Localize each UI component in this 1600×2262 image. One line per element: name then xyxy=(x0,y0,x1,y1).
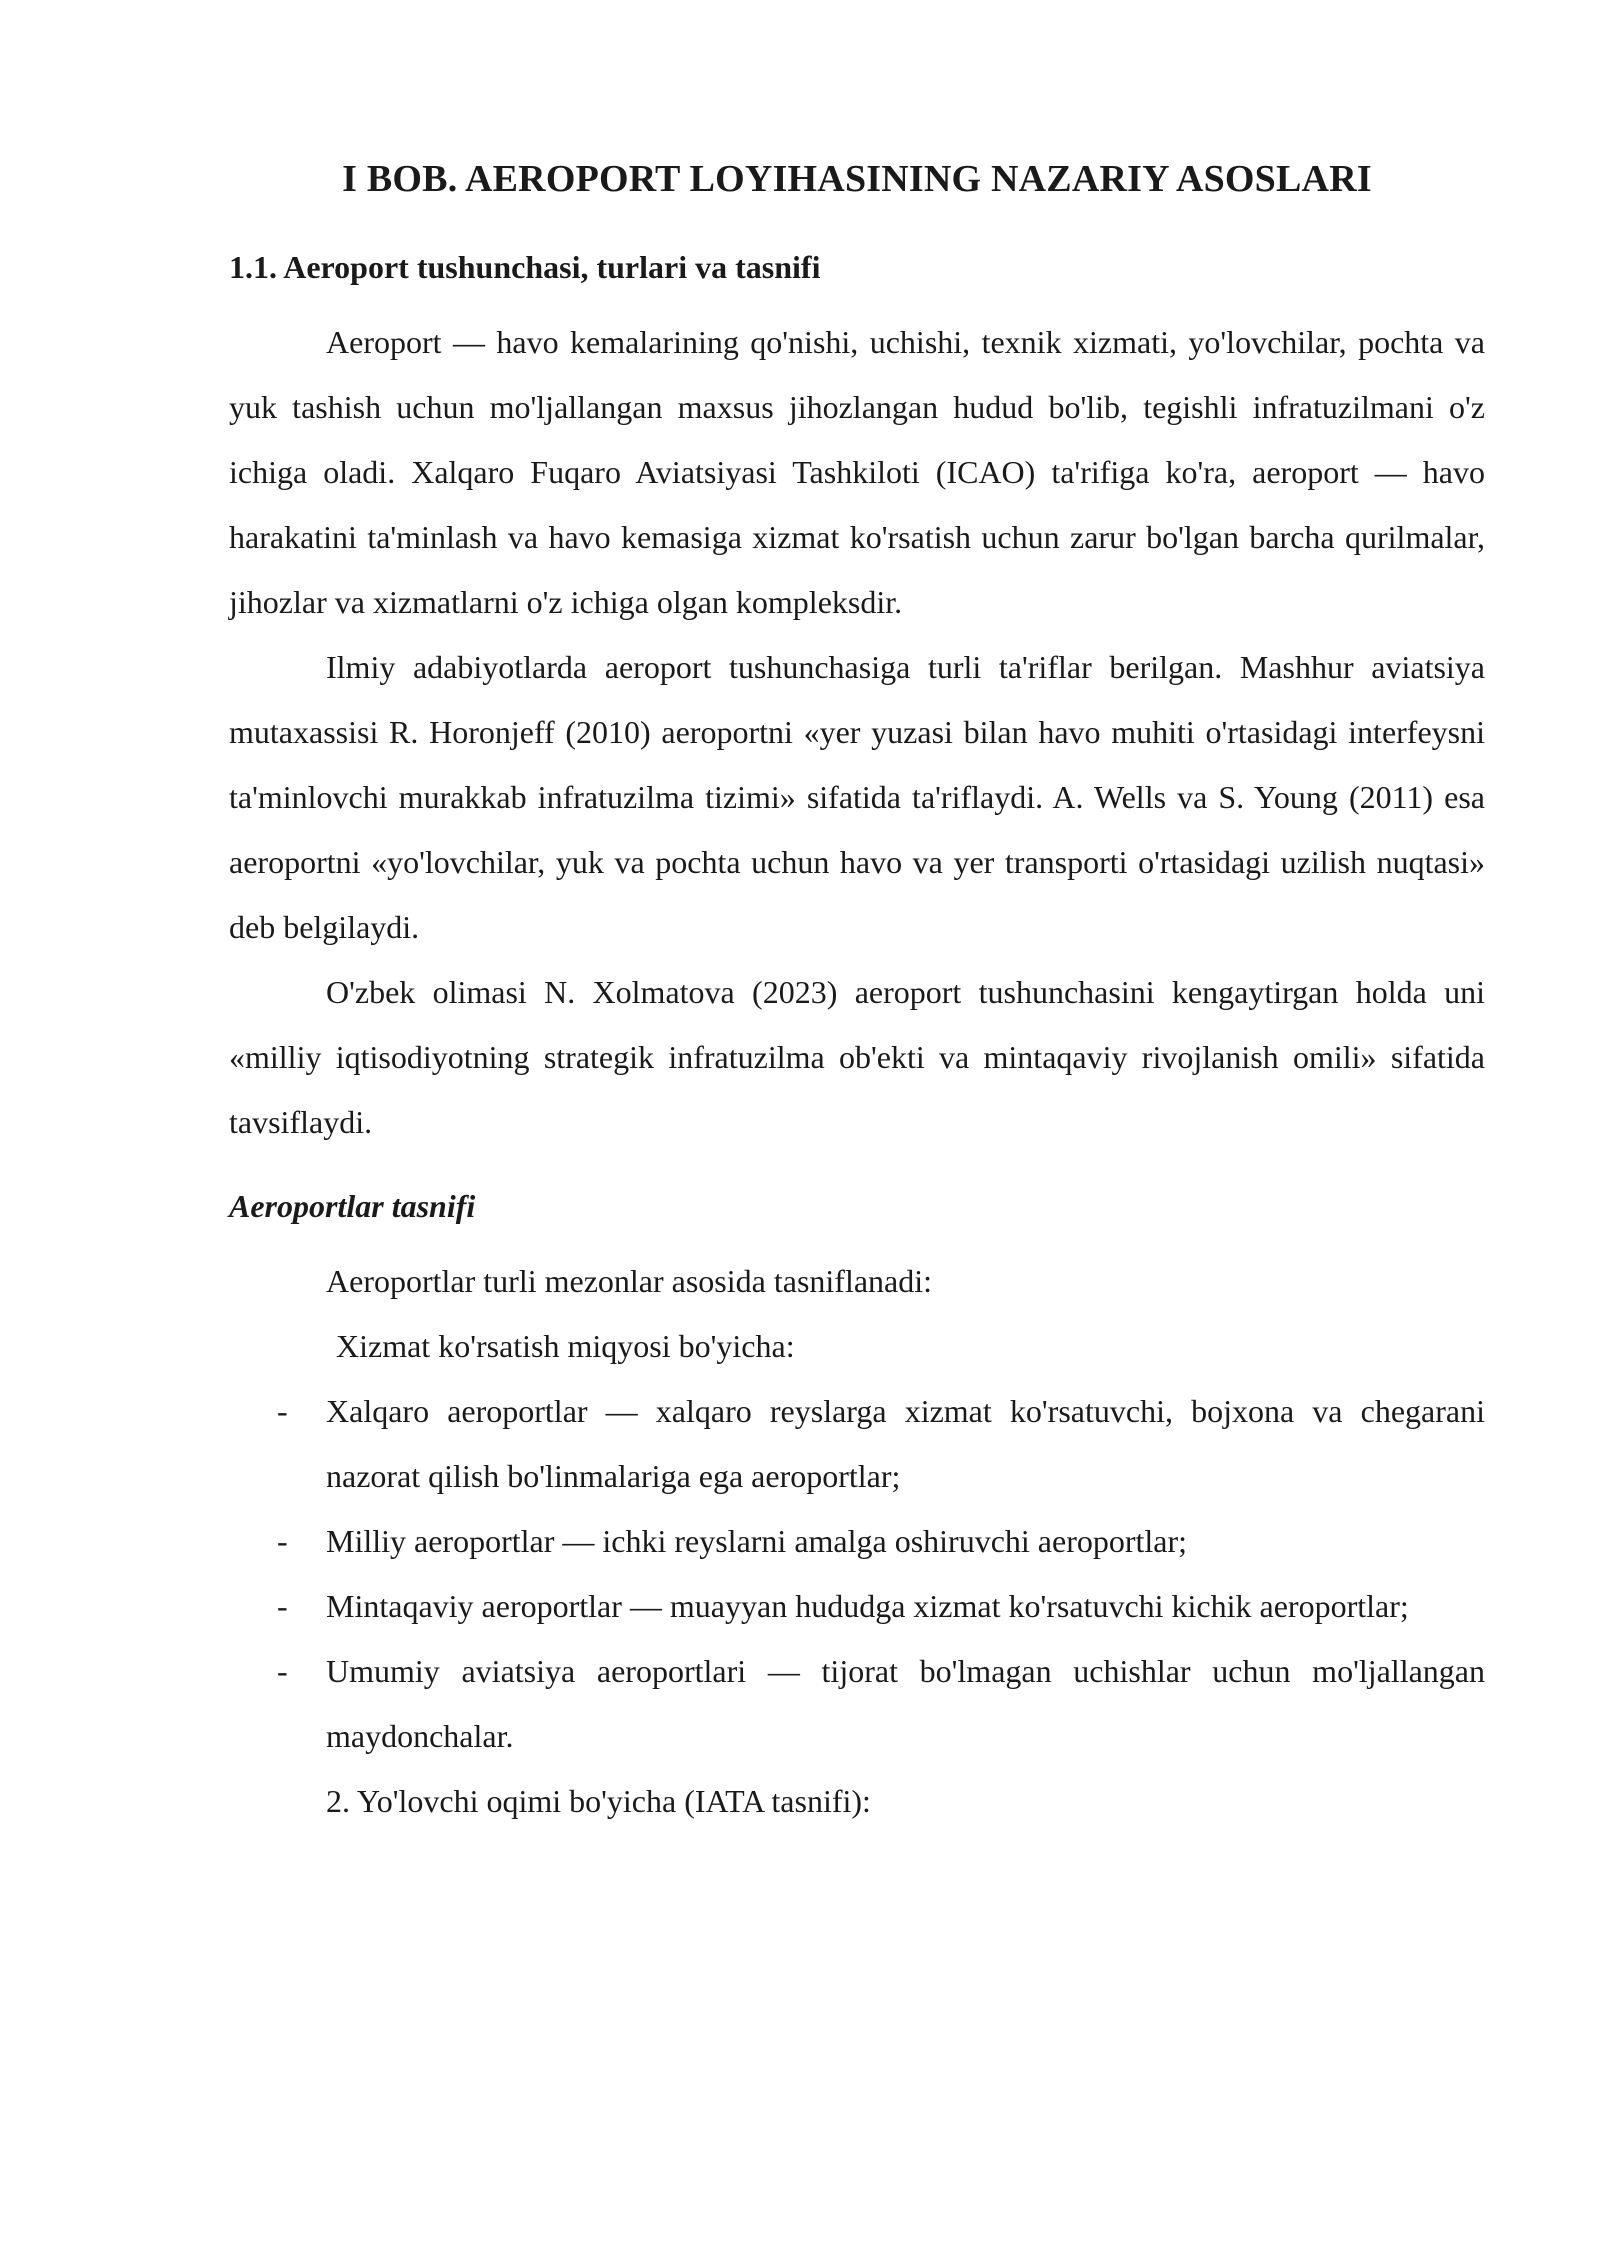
criterion-passenger-flow: 2. Yo'lovchi oqimi bo'yicha (IATA tasnifi): xyxy=(326,1783,871,1819)
classification-heading: Aeroportlar tasnifi xyxy=(229,1188,476,1224)
list-item xyxy=(229,1639,1485,1769)
document-page xyxy=(229,130,1485,1834)
list-item-text: Milliy aeroportlar — ichki reyslarni amalga oshiruvchi aeroportlar; xyxy=(326,1523,1188,1559)
paragraph-definition: Aeroport — havo kemalarining qo'nishi, uchishi, texnik xizmati, yo'lovchilar, pochta va yuk tashish uchun mo'ljallangan maxsus jihozlangan hudud bo'lib, tegishli infratuzilmani o'z ichiga oladi. Xalqaro Fuqaro Aviatsiyasi Tashkiloti (ICAO) ta'rifiga ko'ra, aeroport — havo harakatini ta'minlash va havo kemasiga xizmat ko'rsatish uchun zarur bo'lgan barcha qurilmalar, jihozlar va xizmatlarni o'z ichiga olgan kompleksdir. xyxy=(229,324,1485,620)
paragraph-literature: Ilmiy adabiyotlarda aeroport tushunchasiga turli ta'riflar berilgan. Mashhur aviatsiya mutaxassisi R. Horonjeff (2010) aeroportni «yer yuzasi bilan havo muhiti o'rtasidagi interfeysni ta'minlovchi murakkab infratuzilma tizimi» sifatida ta'riflaydi. A. Wells va S. Young (2011) esa aeroportni «yo'lovchilar, yuk va pochta uchun havo va yer transporti o'rtasidagi uzilish nuqtasi» deb belgilaydi. xyxy=(229,649,1485,945)
classification-intro: Aeroportlar turli mezonlar asosida tasniflanadi: xyxy=(326,1263,933,1299)
chapter-title: I BOB. AEROPORT LOYIHASINING NAZARIY ASOSLARI xyxy=(342,158,1372,200)
list-item-text: Mintaqaviy aeroportlar — muayyan hududga xizmat ko'rsatuvchi kichik aeroportlar; xyxy=(326,1588,1409,1624)
airport-types-list xyxy=(229,1379,1485,1769)
bullet-dash: - xyxy=(277,1393,288,1429)
list-item xyxy=(229,1379,1485,1509)
section-title: 1.1. Aeroport tushunchasi, turlari va tasnifi xyxy=(229,249,821,285)
bullet-dash: - xyxy=(277,1523,288,1559)
bullet-dash: - xyxy=(277,1588,288,1624)
list-item-text: Xalqaro aeroportlar — xalqaro reyslarga xizmat ko'rsatuvchi, bojxona va chegarani nazorat qilish bo'linmalariga ega aeroportlar; xyxy=(326,1393,1485,1494)
list-item xyxy=(229,1509,1485,1574)
bullet-dash: - xyxy=(277,1653,288,1689)
criterion-service-scope: Xizmat ko'rsatish miqyosi bo'yicha: xyxy=(336,1328,795,1364)
paragraph-uzbek-scholar: O'zbek olimasi N. Xolmatova (2023) aeroport tushunchasini kengaytirgan holda uni «milliy iqtisodiyotning strategik infratuzilma ob'ekti va mintaqaviy rivojlanish omili» sifatida tavsiflaydi. xyxy=(229,974,1485,1140)
list-item xyxy=(229,1574,1485,1639)
list-item-text: Umumiy aviatsiya aeroportlari — tijorat bo'lmagan uchishlar uchun mo'ljallangan maydonchalar. xyxy=(326,1653,1485,1754)
